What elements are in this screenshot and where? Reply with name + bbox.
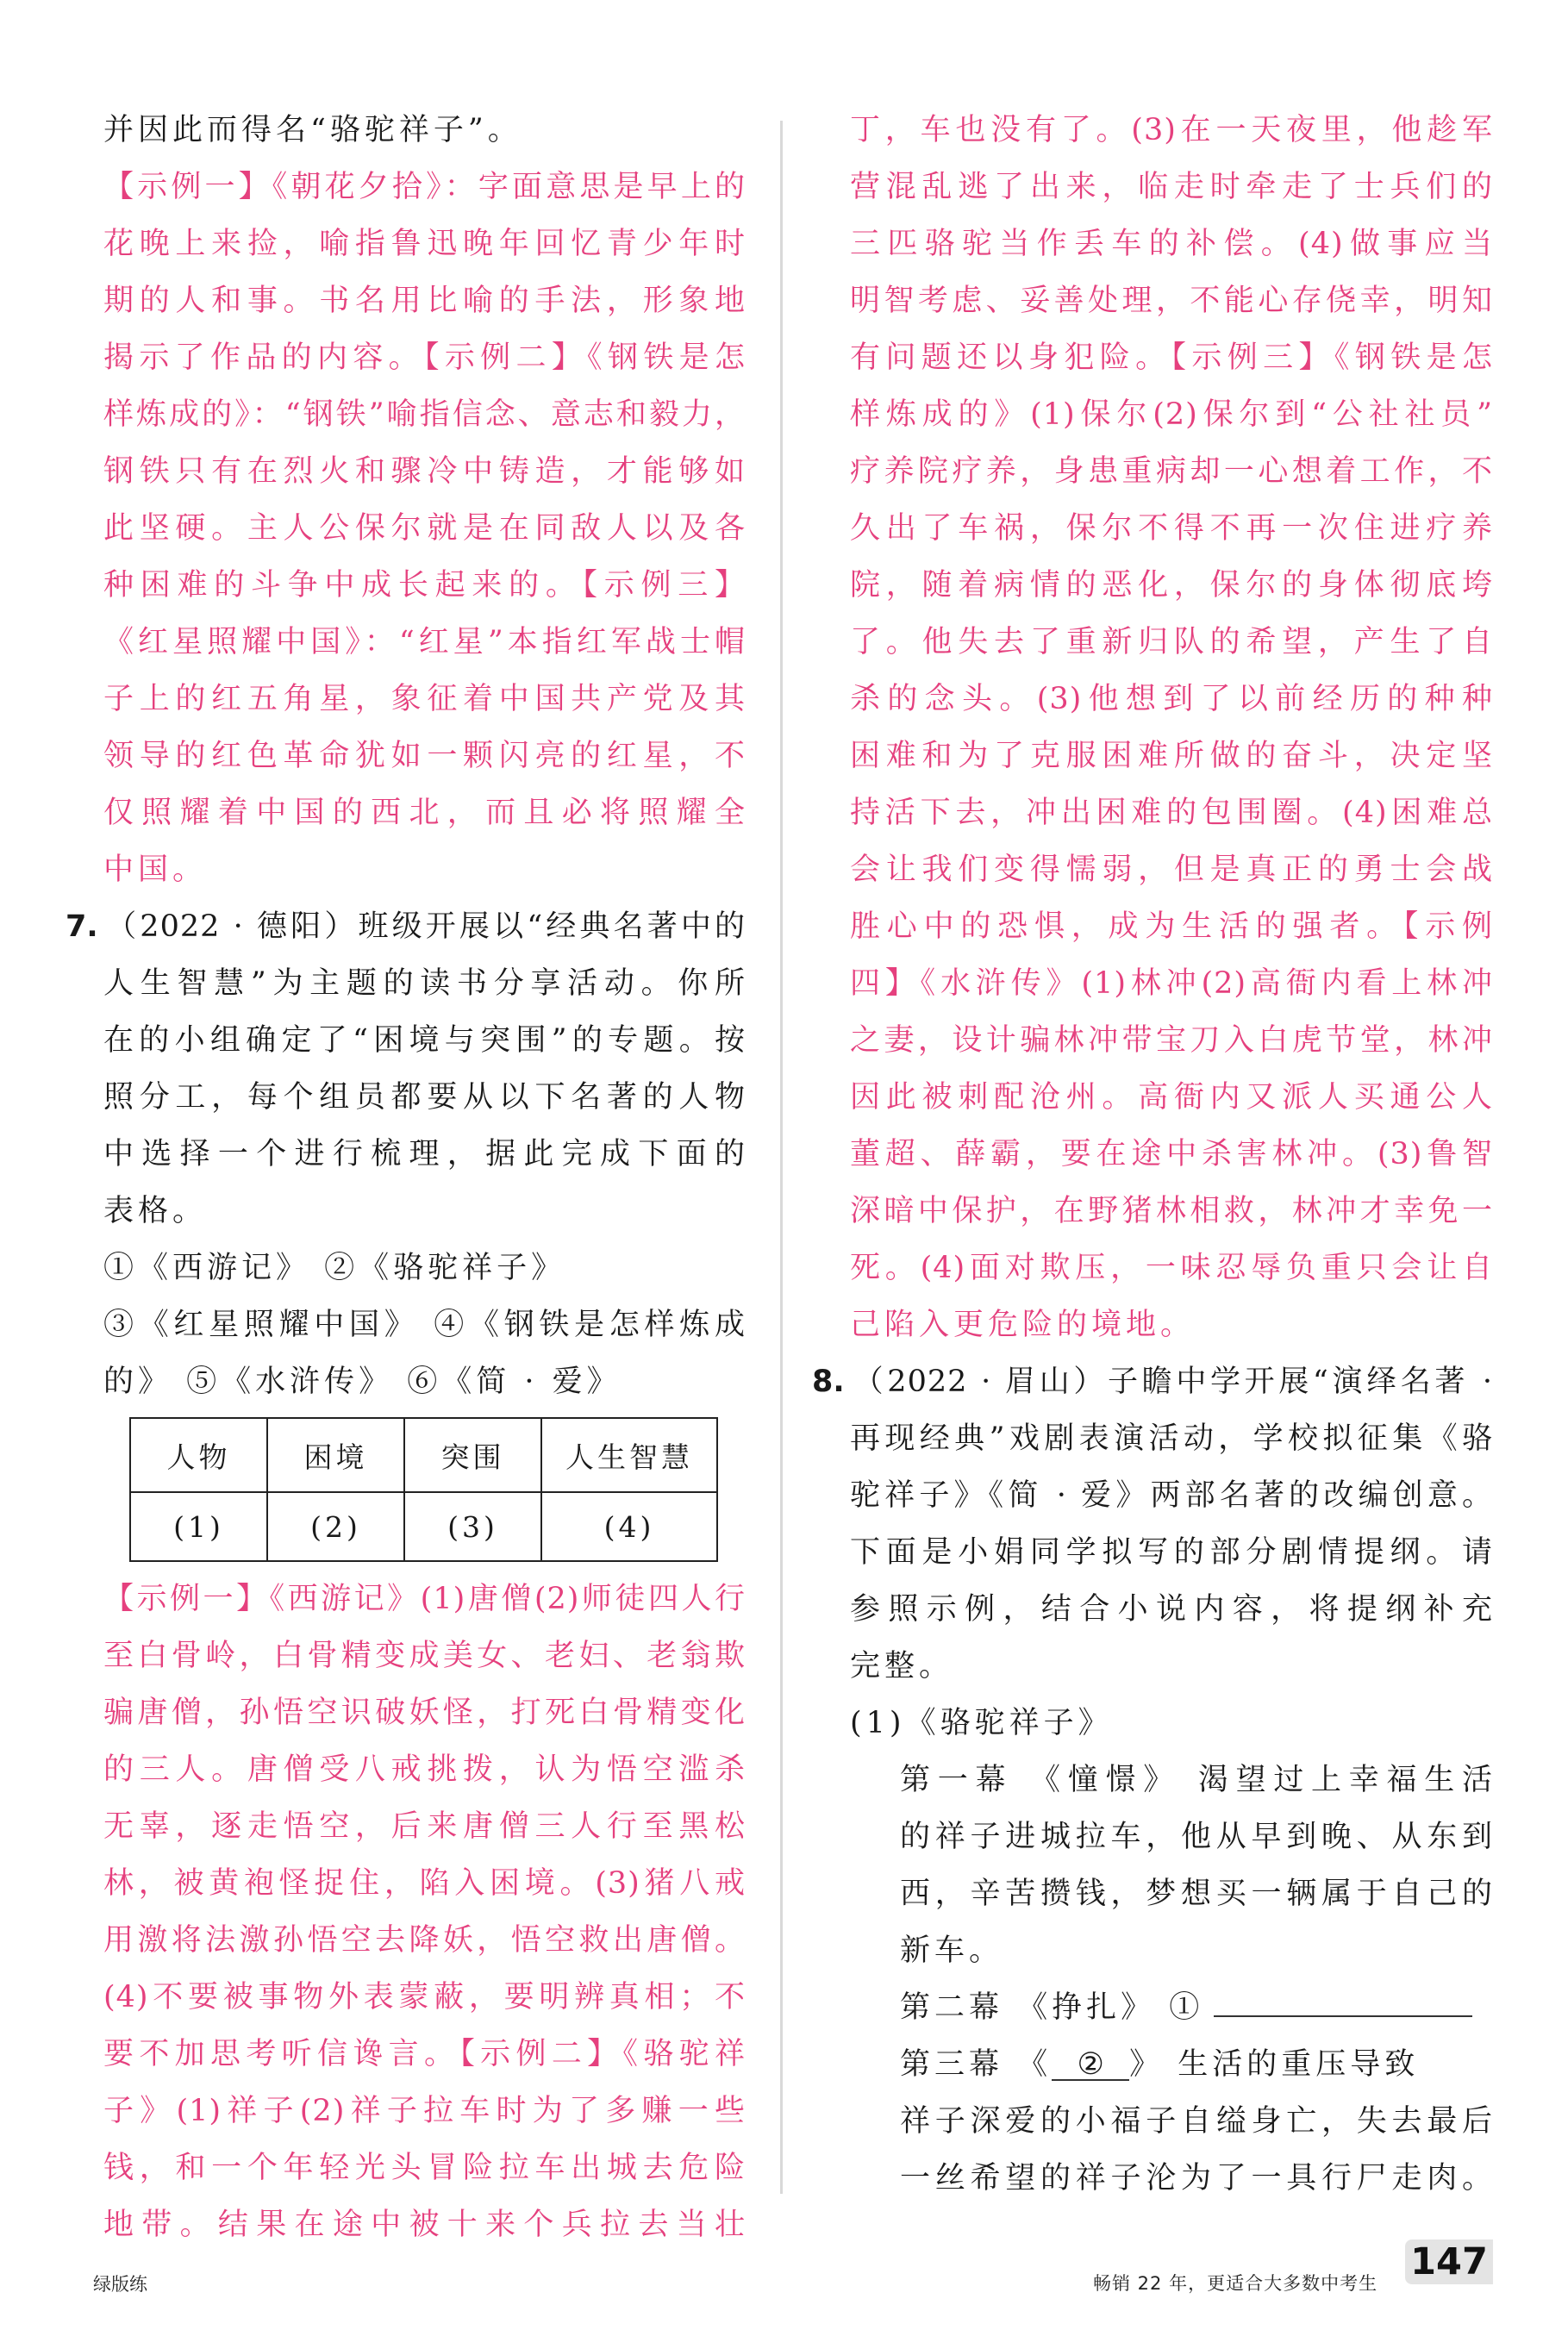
answer-line: 三匹骆驼当作丢车的补偿。(4)做事应当 <box>850 227 1493 261</box>
question-line: 8. （2022 · 眉山）子瞻中学开展“演绎名著 · <box>850 1353 1493 1410</box>
scene-line: 的祥子进城拉车，他从早到晚、从东到 <box>900 1820 1493 1854</box>
footer-slogan: 畅销 22 年，更适合大多数中考生 <box>1093 2273 1378 2294</box>
scene-line: 第二幕 《挣扎》 ① <box>900 1979 1493 2036</box>
question-line: 中选择一个进行梳理，据此完成下面的 <box>103 1137 746 1171</box>
question-8 <box>812 1353 1493 2207</box>
table-cell: (4) <box>541 1492 717 1561</box>
answer-line: 样炼成的》：“钢铁”喻指信念、意志和毅力， <box>103 397 746 432</box>
table-header: 人生智慧 <box>541 1418 717 1492</box>
answer-line: 子》(1)祥子(2)祥子拉车时为了多赚一些 <box>103 2094 746 2128</box>
answer-line: 仅照耀着中国的西北，而且必将照耀全 <box>103 796 746 830</box>
answer-table <box>129 1417 718 1562</box>
answer-line: (4)不要被事物外表蒙蔽，要明辨真相；不 <box>103 1980 746 2015</box>
answer-line: 样炼成的》(1)保尔(2)保尔到“公社社员” <box>850 397 1493 432</box>
answer-line: 至白骨岭，白骨精变成美女、老妇、老翁欺 <box>103 1639 746 1673</box>
answer-line: 领导的红色革命犹如一颗闪亮的红星，不 <box>103 739 746 773</box>
question-line: 再现经典”戏剧表演活动，学校拟征集《骆 <box>850 1421 1493 1456</box>
question-line: 在的小组确定了“困境与突围”的专题。按 <box>103 1023 746 1058</box>
answer-line: 期的人和事。书名用比喻的手法，形象地 <box>103 284 746 318</box>
answer-line: 久出了车祸，保尔不得不再一次住进疗养 <box>850 511 1493 546</box>
table-cell: (2) <box>267 1492 404 1561</box>
answer-line: 林，被黄袍怪捉住，陷入困境。(3)猪八戒 <box>103 1866 746 1901</box>
answer-line: 董超、薛霸，要在途中杀害林冲。(3)鲁智 <box>850 1137 1493 1171</box>
answer-line: 深暗中保护，在野猪林相救，林冲才幸免一 <box>850 1194 1493 1228</box>
answer-blank-1[interactable] <box>1214 1981 1472 2017</box>
sub-question-title: (1)《骆驼祥子》 <box>850 1706 1113 1740</box>
answer-line: 钢铁只有在烈火和骤冷中铸造，才能够如 <box>103 454 746 489</box>
question-line: 照分工，每个组员都要从以下名著的人物 <box>103 1080 746 1115</box>
answer-line: 【示例一】《西游记》(1)唐僧(2)师徒四人行 <box>103 1582 746 1616</box>
answer-line: 要不加思考听信谗言。【示例二】《骆驼祥 <box>103 2037 746 2071</box>
answer-line: 用激将法激孙悟空去降妖，悟空救出唐僧。 <box>103 1923 746 1958</box>
answer-line: 明智考虑、妥善处理，不能心存侥幸，明知 <box>850 284 1493 318</box>
left-column <box>66 102 746 2253</box>
table-cell: (1) <box>130 1492 267 1561</box>
answer-line: 《红星照耀中国》：“红星”本指红军战士帽 <box>103 625 746 659</box>
scene-line: 西，辛苦攒钱，梦想买一辆属于自己的 <box>900 1877 1493 1911</box>
scene-line: 第三幕 《 ② 》 生活的重压导致 <box>900 2036 1493 2093</box>
answer-line: 营混乱逃了出来，临走时牵走了士兵们的 <box>850 170 1493 204</box>
answer-line: 种困难的斗争中成长起来的。【示例三】 <box>103 568 746 603</box>
question-number: 8. <box>812 1365 845 1399</box>
question-number: 7. <box>66 909 98 944</box>
answer-line: 困难和为了克服困难所做的奋斗，决定坚 <box>850 739 1493 773</box>
answer-line: 院，随着病情的恶化，保尔的身体彻底垮 <box>850 568 1493 603</box>
footer-brand: 绿版练 <box>93 2274 147 2295</box>
question-line: 下面是小娟同学拟写的部分剧情提纲。请 <box>850 1535 1493 1570</box>
answer-line: 地带。结果在途中被十来个兵拉去当壮 <box>103 2208 746 2242</box>
answer-line: 花晚上来捡，喻指鲁迅晚年回忆青少年时 <box>103 227 746 261</box>
option-line: 的》 ⑤《水浒传》 ⑥《简 · 爱》 <box>103 1365 622 1399</box>
answer-line: 【示例一】《朝花夕拾》：字面意思是早上的 <box>103 170 746 204</box>
answer-line: 有问题还以身犯险。【示例三】《钢铁是怎 <box>850 340 1493 375</box>
answer-line: 死。(4)面对欺压，一味忍辱负重只会让自 <box>850 1251 1493 1285</box>
right-column <box>812 102 1493 2207</box>
answer-line: 因此被刺配沧州。高衙内又派人买通公人 <box>850 1080 1493 1115</box>
table-header: 困境 <box>267 1418 404 1492</box>
answer-line: 骗唐僧，孙悟空识破妖怪，打死白骨精变化 <box>103 1696 746 1730</box>
answer-line: 之妻，设计骗林冲带宝刀入白虎节堂，林冲 <box>850 1023 1493 1058</box>
answer-line: 疗养院疗养，身患重病却一心想着工作，不 <box>850 454 1493 489</box>
scene-line: 第一幕 《憧憬》 渴望过上幸福生活 <box>900 1763 1493 1797</box>
answer-line: 的三人。唐僧受八戒挑拨，认为悟空滥杀 <box>103 1752 746 1787</box>
answer-line: 持活下去，冲出困难的包围圈。(4)困难总 <box>850 796 1493 830</box>
answer-line: 丁，车也没有了。(3)在一天夜里，他趁军 <box>850 113 1493 147</box>
scene-line: 一丝希望的祥子沦为了一具行尸走肉。 <box>900 2161 1493 2196</box>
answer-line: 无辜，逐走悟空，后来唐僧三人行至黑松 <box>103 1809 746 1844</box>
question-line: 表格。 <box>103 1194 208 1228</box>
column-divider <box>780 121 783 2194</box>
answer-line: 此坚硬。主人公保尔就是在同敌人以及各 <box>103 511 746 546</box>
scene-line: 祥子深爱的小福子自缢身亡，失去最后 <box>900 2104 1493 2139</box>
table-header: 人物 <box>130 1418 267 1492</box>
table-cell: (3) <box>404 1492 541 1561</box>
text-line: 并因此而得名“骆驼祥子”。 <box>103 113 522 147</box>
question-line: 驼祥子》《简 · 爱》两部名著的改编创意。 <box>850 1478 1493 1513</box>
answer-line: 了。他失去了重新归队的希望，产生了自 <box>850 625 1493 659</box>
question-line: 7. （2022 · 德阳）班级开展以“经典名著中的 <box>103 898 746 955</box>
answer-line: 己陷入更危险的境地。 <box>850 1308 1196 1342</box>
answer-line: 揭示了作品的内容。【示例二】《钢铁是怎 <box>103 340 746 375</box>
question-line: 完整。 <box>850 1649 954 1683</box>
answer-line: 子上的红五角星，象征着中国共产党及其 <box>103 682 746 716</box>
question-7 <box>66 898 746 2253</box>
answer-blank-2[interactable]: ② <box>1052 2045 1129 2081</box>
question-line: 参照示例，结合小说内容，将提纲补充 <box>850 1592 1493 1627</box>
answer-line: 钱，和一个年轻光头冒险拉车出城去危险 <box>103 2151 746 2185</box>
page-number: 147 <box>1405 2239 1493 2284</box>
option-line: ③《红星照耀中国》 ④《钢铁是怎样炼成 <box>103 1308 746 1342</box>
answer-line: 中国。 <box>103 853 208 887</box>
answer-line: 会让我们变得懦弱，但是真正的勇士会战 <box>850 853 1493 887</box>
table-header: 突围 <box>404 1418 541 1492</box>
answer-line: 胜心中的恐惧，成为生活的强者。【示例 <box>850 909 1493 944</box>
option-line: ①《西游记》 ②《骆驼祥子》 <box>103 1251 566 1285</box>
scene-line: 新车。 <box>900 1933 1004 1968</box>
answer-line: 杀的念头。(3)他想到了以前经历的种种 <box>850 682 1493 716</box>
question-line: 人生智慧”为主题的读书分享活动。你所 <box>103 966 746 1001</box>
answer-line: 四】《水浒传》(1)林冲(2)高衙内看上林冲 <box>850 966 1493 1001</box>
